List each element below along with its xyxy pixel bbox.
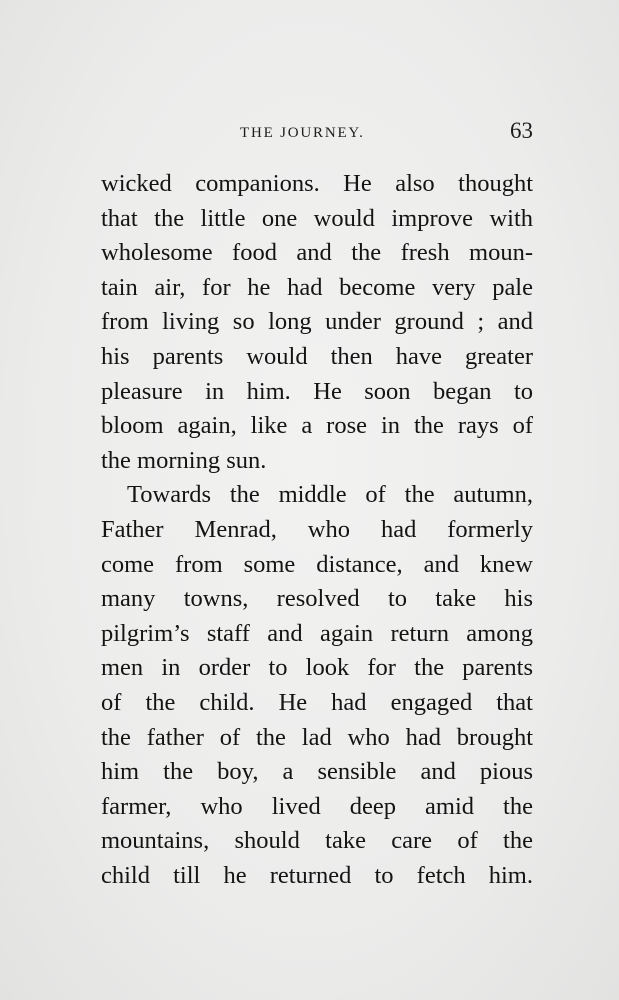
text-line: pilgrim’s staff and again return among <box>101 619 533 647</box>
text-line: pleasure in him. He soon began to <box>101 377 533 405</box>
text-line: the morning sun. <box>101 446 267 474</box>
paragraph <box>101 478 533 893</box>
text-line: Father Menrad, who had formerly <box>101 515 533 543</box>
text-line: his parents would then have greater <box>101 342 533 370</box>
text-line: farmer, who lived deep amid the <box>101 792 533 820</box>
text-line: that the little one would improve with <box>101 204 533 232</box>
text-line: him the boy, a sensible and pious <box>101 758 533 786</box>
text-line: of the child. He had engaged that <box>101 688 533 716</box>
text-line: wholesome food and the fresh moun- <box>101 239 533 267</box>
text-line: wicked companions. He also thought <box>101 170 533 197</box>
text-line: from living so long under ground ; and <box>101 308 533 336</box>
text-line: the father of the lad who had brought <box>101 723 533 751</box>
running-title: THE JOURNEY. <box>240 125 365 141</box>
body-text <box>101 167 533 893</box>
page-number: 63 <box>510 118 533 143</box>
paragraph <box>101 167 533 478</box>
text-line: many towns, resolved to take his <box>101 585 533 613</box>
text-line: Towards the middle of the autumn, <box>127 481 533 509</box>
running-head <box>101 118 533 148</box>
text-line: men in order to look for the parents <box>101 654 533 682</box>
text-line: child till he returned to fetch him. <box>101 861 533 889</box>
text-line: bloom again, like a rose in the rays of <box>101 412 533 440</box>
text-line: tain air, for he had become very pale <box>101 273 533 301</box>
text-line: come from some distance, and knew <box>101 550 533 578</box>
text-line: mountains, should take care of the <box>101 827 533 855</box>
